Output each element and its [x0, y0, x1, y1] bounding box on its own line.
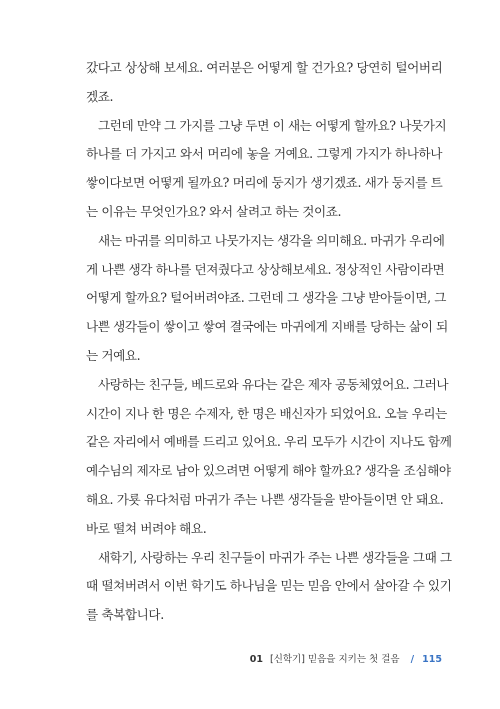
text-line: 는 거예요. [86, 347, 141, 363]
text-line: 새학기, 사랑하는 우리 친구들이 마귀가 주는 나쁜 생각들을 그때 그 [98, 549, 452, 565]
text-line: 하나를 더 가지고 와서 머리에 놓을 거예요. 그렇게 가지가 하나하나 [86, 146, 442, 162]
text-line: 해요. 가룟 유다처럼 마귀가 주는 나쁜 생각들을 받아들이면 안 돼요. [86, 491, 444, 507]
text-line: 겠죠. [86, 88, 114, 104]
text-line: 나쁜 생각들이 쌓이고 쌓여 결국에는 마귀에게 지배를 당하는 삶이 되 [86, 319, 448, 335]
text-line: 시간이 지나 한 명은 수제자, 한 명은 배신자가 되었어요. 오늘 우리는 [86, 405, 447, 421]
footer-separator: / [410, 654, 415, 665]
text-line: 그런데 만약 그 가지를 그냥 두면 이 새는 어떻게 할까요? 나뭇가지 [98, 117, 447, 133]
text-line: 같은 자리에서 예배를 드리고 있어요. 우리 모두가 시간이 지나도 함께 [86, 434, 452, 450]
text-line: 바로 떨쳐 버려야 해요. [86, 520, 207, 536]
text-line: 어떻게 할까요? 털어버려야죠. 그런데 그 생각을 그냥 받아들이면, 그 [86, 290, 447, 306]
text-line: 쌓이다보면 어떻게 될까요? 머리에 둥지가 생기겠죠. 새가 둥지를 트 [86, 175, 443, 191]
text-line: 때 떨쳐버려서 이번 학기도 하나님을 믿는 믿음 안에서 살아갈 수 있기 [86, 578, 452, 594]
text-line: 사랑하는 친구들, 베드로와 유다는 같은 제자 공동체였어요. 그러나 [98, 376, 449, 392]
chapter-title: [신학기] 믿음을 지키는 첫 걸음 [269, 654, 400, 665]
text-line: 는 이유는 무엇인가요? 와서 살려고 하는 것이죠. [86, 203, 342, 219]
text-line: 예수님의 제자로 남아 있으려면 어떻게 해야 할까요? 생각을 조심해야 [86, 463, 451, 479]
page-number: 115 [422, 654, 442, 665]
running-footer [0, 651, 442, 665]
text-line: 게 나쁜 생각 하나를 던져줬다고 상상해보세요. 정상적인 사람이라면 [86, 261, 445, 277]
text-line: 새는 마귀를 의미하고 나뭇가지는 생각을 의미해요. 마귀가 우리에 [98, 232, 445, 248]
chapter-number: 01 [249, 654, 263, 665]
text-line: 를 축복합니다. [86, 607, 164, 623]
text-line: 갔다고 상상해 보세요. 여러분은 어떻게 할 건가요? 당연히 털어버리 [86, 60, 443, 75]
body-text [86, 54, 452, 630]
